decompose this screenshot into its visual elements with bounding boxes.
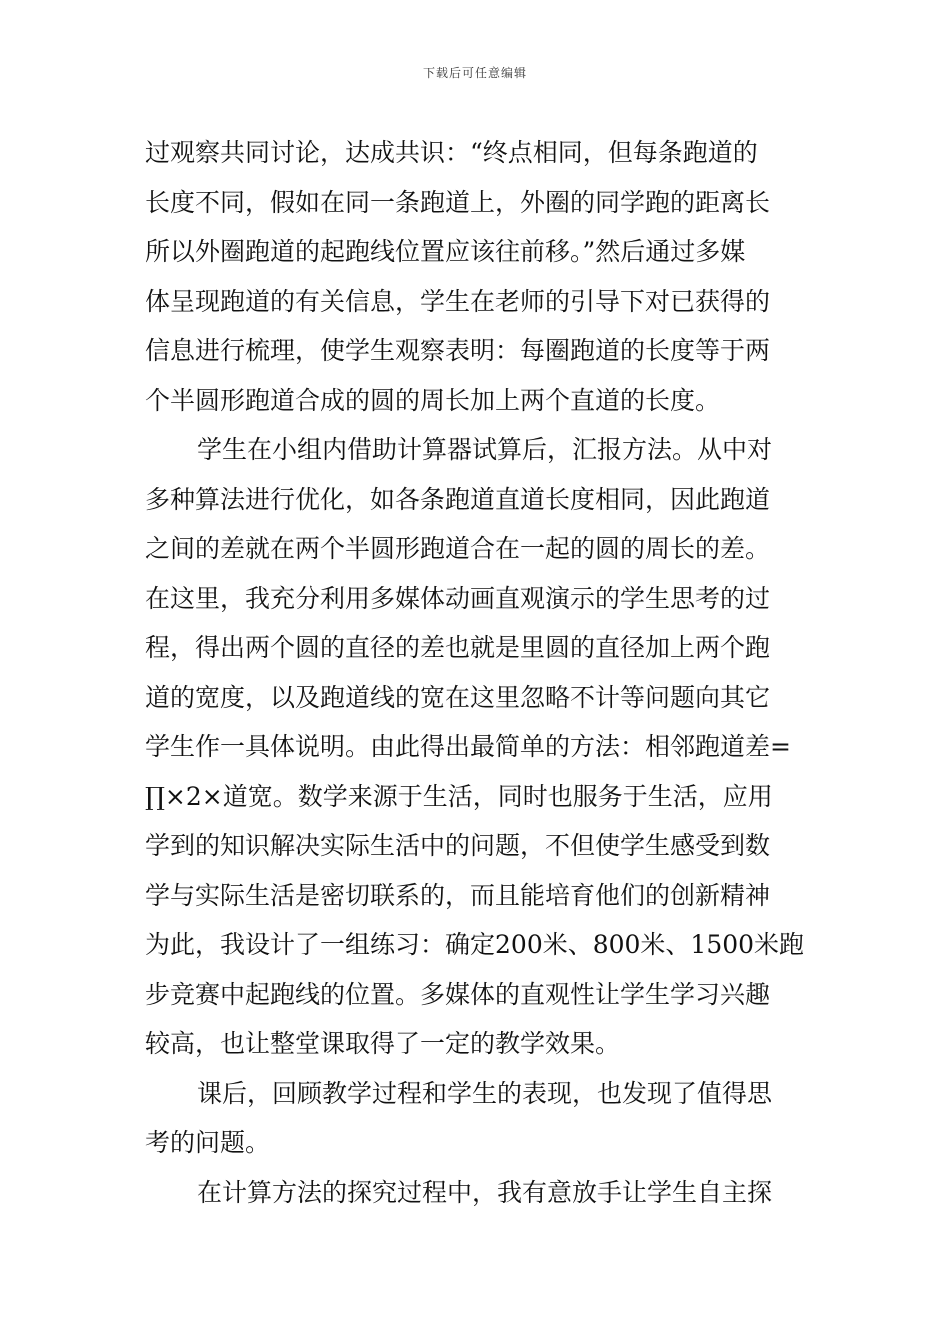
text-line: 学生作一具体说明。由此得出最简单的方法：相邻跑道差= [145,732,791,761]
text-line: 多种算法进行优化，如各条跑道直道长度相同，因此跑道 [145,484,771,514]
text-line: 为此，我设计了一组练习：确定200米、800米、1500米跑 [145,930,805,959]
paragraph-start-line: 课后，回顾教学过程和学生的表现，也发现了值得思 [197,1078,773,1108]
text-line: 较高，也让整堂课取得了一定的教学效果。 [145,1029,621,1058]
text-line: 学到的知识解决实际生活中的问题，不但使学生感受到数 [145,831,771,860]
text-line: ∏×2×道宽。数学来源于生活，同时也服务于生活，应用 [145,781,773,811]
text-line: 在这里，我充分利用多媒体动画直观演示的学生思考的过 [145,583,771,613]
text-line: 所以外圈跑道的起跑线位置应该往前移。”然后通过多媒 [145,237,746,266]
text-line: 体呈现跑道的有关信息，学生在老师的引导下对已获得的 [145,286,771,316]
paragraph-start-line: 学生在小组内借助计算器试算后，汇报方法。从中对 [197,435,773,464]
text-line: 之间的差就在两个半圆形跑道合在一起的圆的周长的差。 [145,534,771,563]
text-line: 考的问题。 [145,1128,271,1157]
text-line: 个半圆形跑道合成的圆的周长加上两个直道的长度。 [145,385,721,415]
document-body [145,128,807,1217]
text-line: 信息进行梳理，使学生观察表明：每圈跑道的长度等于两 [145,336,771,365]
text-line: 长度不同，假如在同一条跑道上，外圈的同学跑的距离长 [145,187,771,217]
page-header-note: 下载后可任意编辑 [422,66,527,80]
text-line: 道的宽度，以及跑道线的宽在这里忽略不计等问题向其它 [145,682,771,712]
paragraph-start-line: 在计算方法的探究过程中，我有意放手让学生自主探 [197,1177,773,1207]
text-line: 学与实际生活是密切联系的，而且能培育他们的创新精神 [145,880,771,910]
text-line: 步竞赛中起跑线的位置。多媒体的直观性让学生学习兴趣 [145,979,771,1009]
text-line: 过观察共同讨论，达成共识：“终点相同，但每条跑道的 [145,138,758,167]
text-line: 程，得出两个圆的直径的差也就是里圆的直径加上两个跑 [145,633,771,662]
